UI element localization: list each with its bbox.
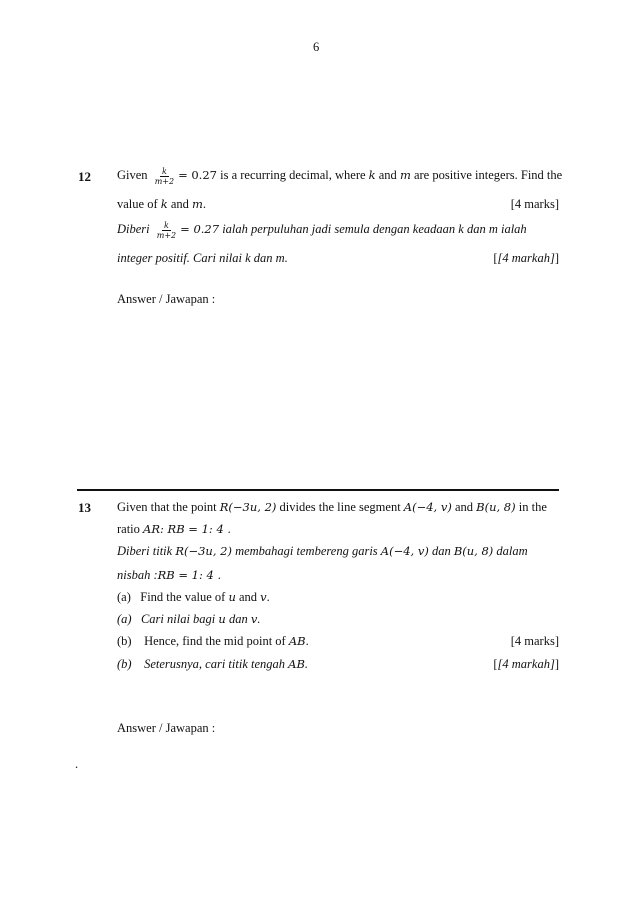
q13-part-a-malay: (a) Cari nilai bagi u dan v. (117, 612, 261, 626)
q12-malay-line-2: integer positif. Cari nilai k dan m. (117, 251, 288, 265)
q12-english-line-2: value of k and m. (117, 197, 207, 211)
q12-equation-value: = 0.27 (178, 168, 217, 182)
question-number-13: 13 (78, 500, 91, 515)
q12-malay-line-1: Diberi $\frac{k}{m+2}$ = 0.27 ialah perpuluhan jadi semula dengan keadaan k dan m ialah (117, 220, 527, 240)
page-number: 6 (313, 40, 320, 54)
q13-malay-line-1: Diberi titik R(−3u, 2) membahagi tembereng garis A(−4, v) dan B(u, 8) dalam (117, 544, 528, 558)
question-number-12: 12 (78, 169, 91, 184)
q13-english-line-1: Given that the point R(−3u, 2) divides the line segment A(−4, v) and B(u, 8) in the (117, 500, 547, 514)
q12-marks-malay: [[4 markah]] (493, 251, 559, 265)
q13-marks-malay: [[4 markah]] (493, 657, 559, 671)
q12-marks-english: [4 marks] (510, 197, 559, 211)
q13-malay-line-2: nisbah :RB = 1: 4 . (117, 568, 222, 582)
q13-part-a-english: (a) Find the value of u and v. (117, 590, 270, 604)
q13-english-line-2: ratio AR: RB = 1: 4 . (117, 522, 232, 536)
q13-marks-english: [4 marks] (510, 634, 559, 648)
q12-text: Given (117, 168, 148, 182)
q12-english-line-1: Given $\frac{k}{m+2}$ = 0.27 is a recurring decimal, where k and m are positive integers. Find the (117, 166, 563, 186)
q12-fraction: $\frac{k}{m+2}$ (154, 166, 175, 186)
question-divider (77, 489, 559, 491)
q12-answer-label: Answer / Jawapan : (117, 292, 216, 306)
q13-part-b-english: (b) Hence, find the mid point of AB. (117, 634, 309, 648)
q13-answer-label: Answer / Jawapan : (117, 721, 216, 735)
stray-dot: . (75, 757, 79, 771)
q13-part-b-malay: (b) Seterusnya, cari titik tengah AB. (117, 657, 309, 671)
